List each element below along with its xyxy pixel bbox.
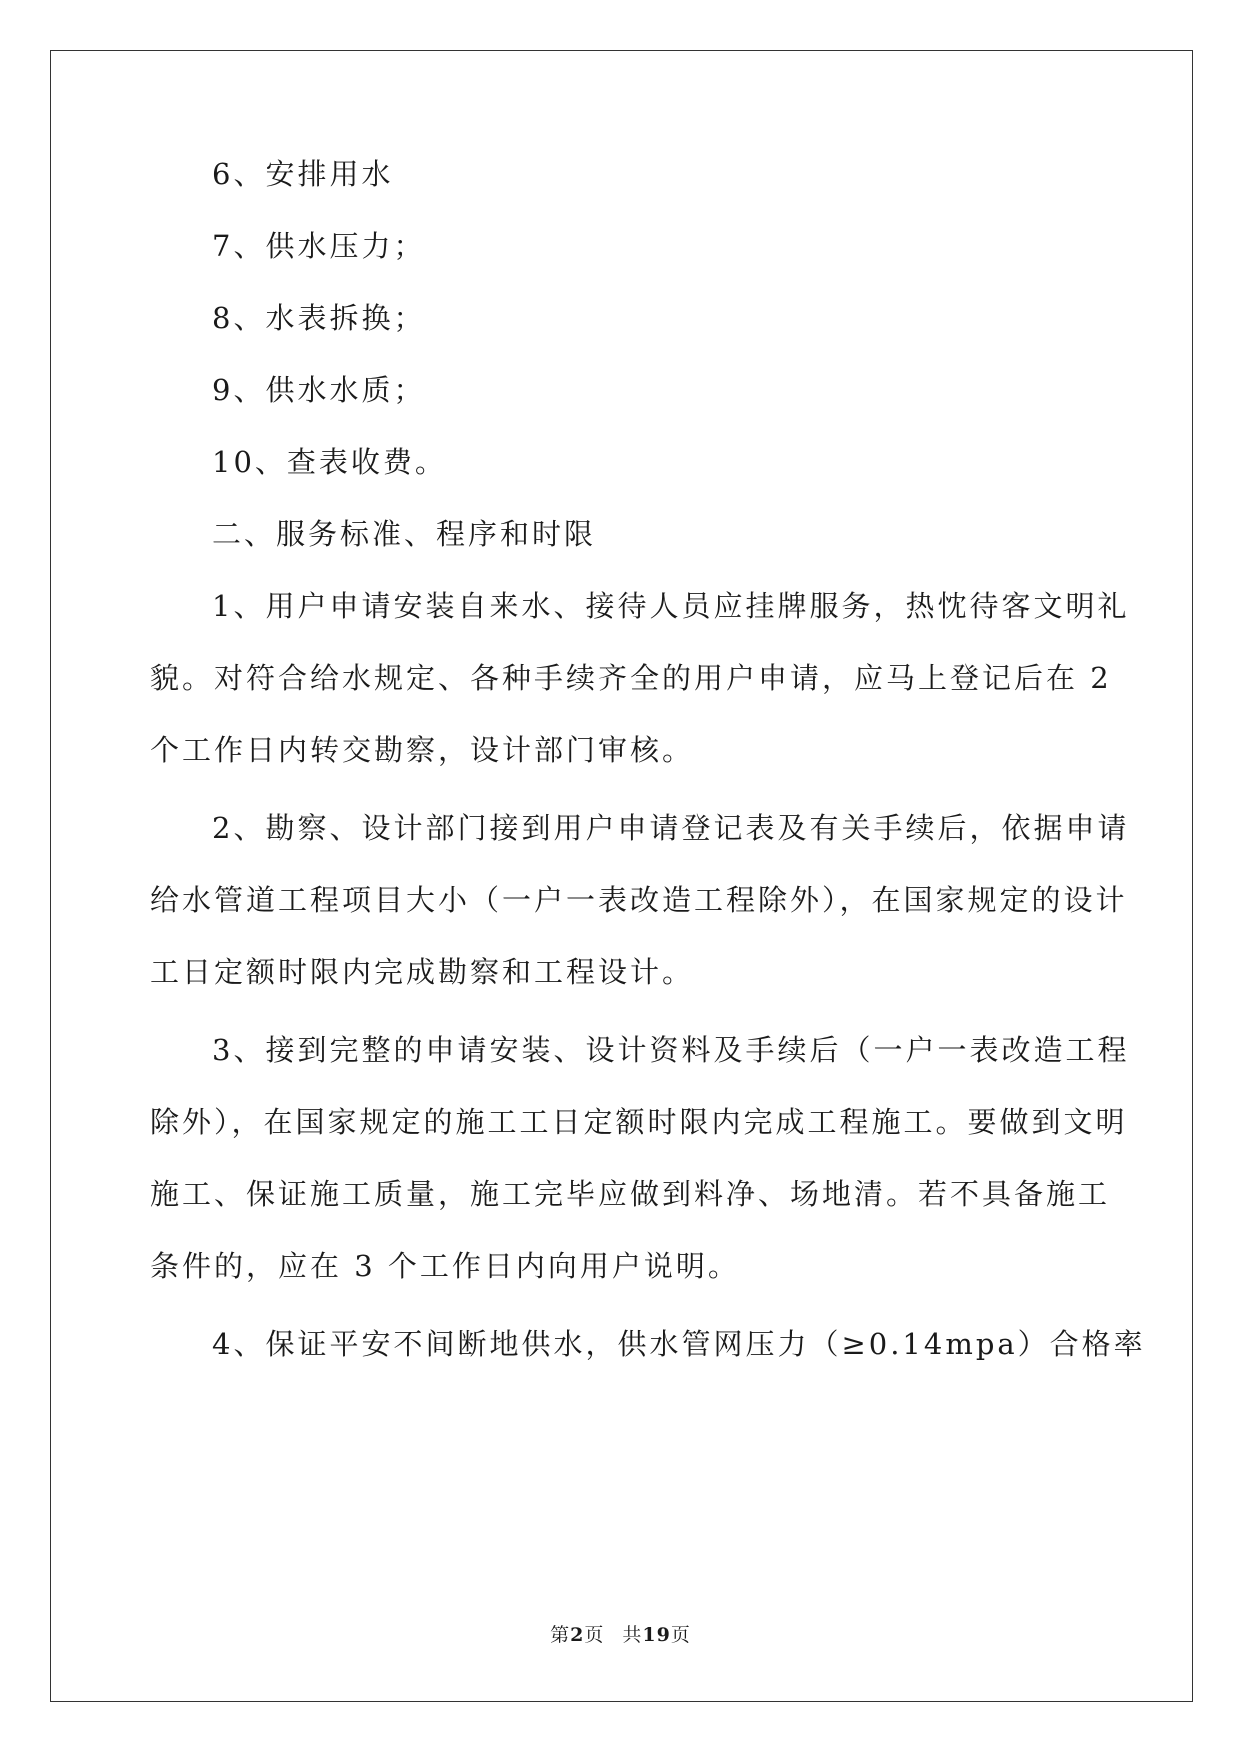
list-item-6: 6、安排用水 — [212, 157, 394, 191]
footer-total-suffix: 页 — [670, 1624, 691, 1646]
paragraph-1-line-1: 1、用户申请安装自来水、接待人员应挂牌服务，热忱待客文明礼 — [212, 589, 1130, 623]
paragraph-3-line-1: 3、接到完整的申请安装、设计资料及手续后（一户一表改造工程 — [212, 1033, 1130, 1067]
page-footer — [0, 1620, 1241, 1647]
paragraph-1-line-3: 个工作日内转交勘察，设计部门审核。 — [150, 733, 695, 767]
current-page-number: 2 — [570, 1624, 585, 1646]
paragraph-3-line-4: 条件的，应在 3 个工作日内向用户说明。 — [150, 1249, 740, 1283]
footer-prefix: 第 — [550, 1624, 571, 1646]
list-item-8: 8、水表拆换； — [212, 301, 426, 335]
paragraph-3-line-3: 施工、保证施工质量，施工完毕应做到料净、场地清。若不具备施工 — [150, 1177, 1111, 1211]
list-item-10: 10、查表收费。 — [212, 445, 447, 479]
paragraph-2-line-1: 2、勘察、设计部门接到用户申请登记表及有关手续后，依据申请 — [212, 811, 1130, 845]
paragraph-2-line-3: 工日定额时限内完成勘察和工程设计。 — [150, 955, 695, 989]
section-heading: 二、服务标准、程序和时限 — [212, 517, 597, 551]
total-page-count: 19 — [642, 1624, 671, 1646]
paragraph-2-line-2: 给水管道工程项目大小（一户一表改造工程除外），在国家规定的设计 — [150, 883, 1128, 917]
list-item-7: 7、供水压力； — [212, 229, 426, 263]
paragraph-4-line-1: 4、保证平安不间断地供水，供水管网压力（≥0.14mpa）合格率 — [212, 1327, 1146, 1361]
paragraph-3-line-2: 除外），在国家规定的施工工日定额时限内完成工程施工。要做到文明 — [150, 1105, 1128, 1139]
paragraph-1-line-2: 貌。对符合给水规定、各种手续齐全的用户申请，应马上登记后在 2 — [150, 661, 1112, 695]
list-item-9: 9、供水水质； — [212, 373, 426, 407]
footer-page-suffix: 页 — [584, 1624, 605, 1646]
footer-total-prefix: 共 — [622, 1624, 643, 1646]
